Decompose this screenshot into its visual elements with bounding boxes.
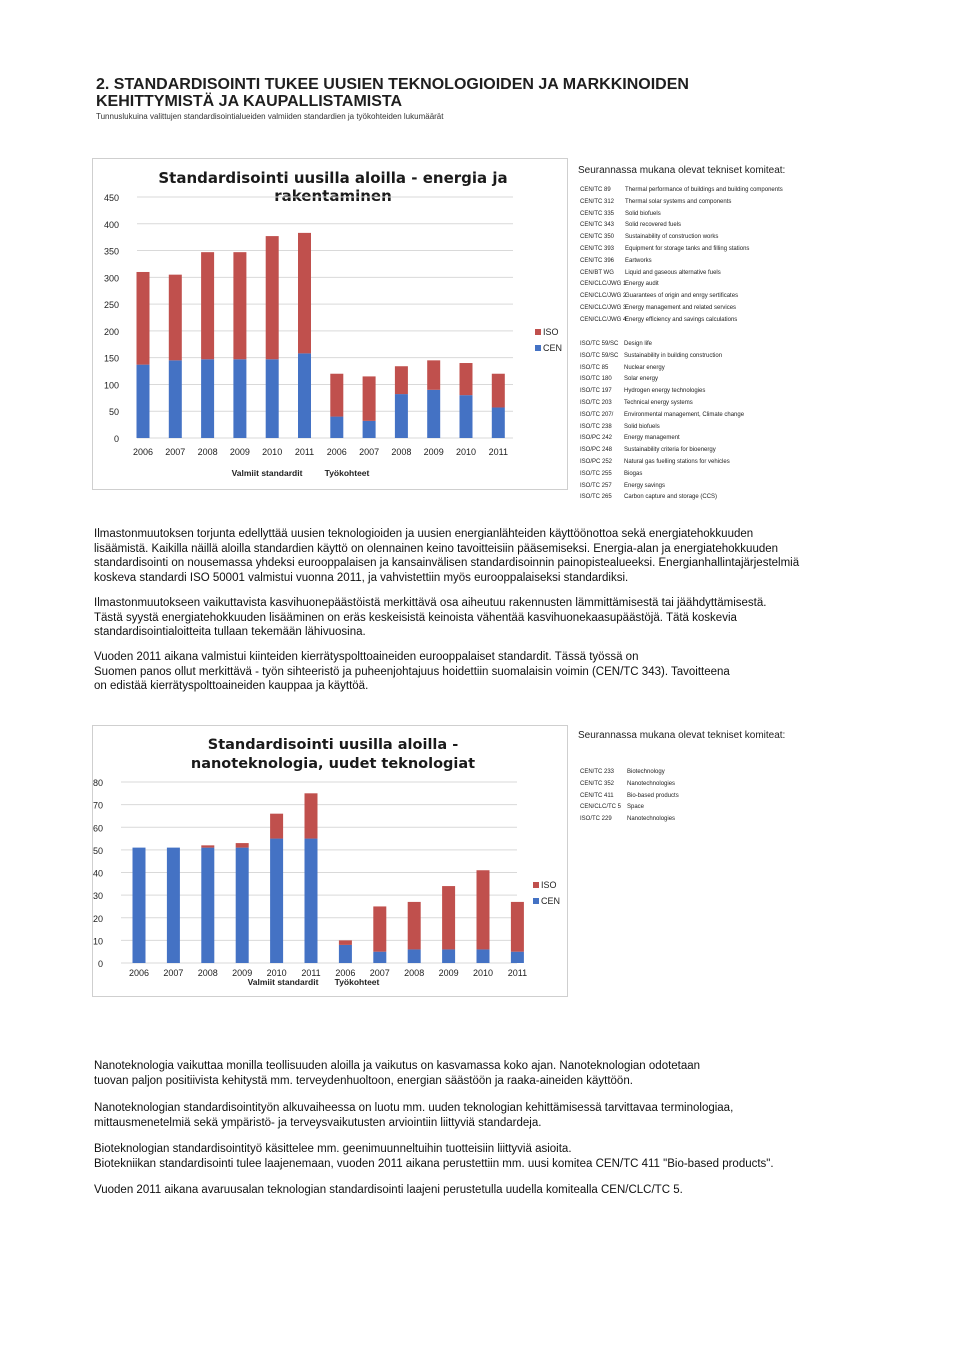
- committee-code: CEN/TC 352: [580, 780, 615, 787]
- cen-bar: [427, 390, 440, 438]
- committee-row: [580, 363, 744, 375]
- committee-title: Solid biofuels: [625, 210, 661, 217]
- committee-code: ISO/TC 238: [580, 423, 612, 430]
- legend-label: ISO: [543, 327, 559, 337]
- energy-chart: [93, 159, 567, 489]
- x-tick-label: 2007: [359, 447, 380, 457]
- committee-title: Solar energy: [624, 376, 659, 383]
- committee-code: ISO/PC 242: [580, 435, 613, 442]
- committee-title: Bio-based products: [627, 792, 679, 799]
- committee-row: [580, 802, 679, 814]
- committee-code: CEN/TC 233: [580, 769, 615, 775]
- committee-title: Thermal solar systems and components: [625, 198, 732, 205]
- text-line: Vuoden 2011 aikana valmistui kiinteiden kierrätyspolttoaineiden eurooppalaiset standardit. Tässä työssä on: [94, 651, 639, 663]
- committee-title: Nanotechnologies: [627, 780, 676, 787]
- committee-row: [580, 291, 783, 303]
- y-tick-label: 20: [93, 913, 103, 924]
- iso-bar: [363, 376, 376, 420]
- committee-title: Natural gas fuelling stations for vehicles: [624, 458, 730, 465]
- committee-code: ISO/TC 85: [580, 364, 609, 371]
- committee-row: [580, 279, 783, 291]
- committee-code: CEN/TC 350: [580, 234, 615, 241]
- cen-bar: [460, 395, 473, 438]
- committee-row: [580, 767, 679, 779]
- text-line: mittausmenetelmiä sekä ympäristö- ja terveysvaikutusten arviointiin liittyviä standardeja.: [94, 1116, 542, 1129]
- committee-row: [580, 351, 744, 363]
- committee-title: Design life: [624, 341, 653, 347]
- x-tick-label: 2010: [266, 968, 287, 978]
- y-tick-label: 70: [93, 800, 103, 811]
- y-tick-label: 100: [103, 380, 119, 391]
- text-line: Nanoteknologian standardisointityön alkuvaiheessa on luotu mm. uuden teknologian kehittämisessä tarvittavaa terminologiaa,: [94, 1102, 734, 1114]
- y-tick-label: 400: [103, 219, 119, 230]
- committee-code: ISO/TC 203: [580, 399, 612, 406]
- committee-code: CEN/CLC/JWG 3: [580, 304, 627, 311]
- x-tick-label: 2006: [335, 968, 356, 978]
- text-line: Bioteknologian standardisointityö käsittelee mm. geenimuunneltuihin tuotteisiin liittyviä asioita.: [94, 1143, 572, 1155]
- nano-chart-title: Standardisointi uusilla aloilla - nanoteknologia, uudet teknologiat: [190, 737, 476, 772]
- committee-title: Solid biofuels: [624, 423, 660, 430]
- iso-bar: [298, 233, 311, 354]
- energy-iso-committee-list: [580, 339, 744, 504]
- y-tick-label: 200: [103, 326, 119, 337]
- committee-row: [580, 433, 744, 445]
- committee-title: Nanotechnologies: [627, 816, 676, 823]
- committee-code: CEN/CLC/JWG 1: [580, 281, 627, 288]
- committee-row: [580, 303, 783, 315]
- committee-title: Nuclear energy: [624, 364, 665, 371]
- nano-committees-heading: Seurannassa mukana olevat tekniset komiteat:: [578, 730, 786, 741]
- committee-code: CEN/TC 89: [580, 187, 611, 193]
- committee-title: Space: [627, 804, 645, 811]
- x-tick-label: 2009: [438, 968, 459, 978]
- committee-title: Energy efficiency and savings calculations: [625, 316, 738, 323]
- cen-bar: [477, 949, 490, 963]
- committee-code: CEN/BT WG: [580, 269, 614, 276]
- iso-bar: [305, 793, 318, 838]
- paragraph-space: [94, 1183, 814, 1198]
- committee-code: ISO/PC 248: [580, 447, 613, 454]
- committee-code: ISO/TC 59/SC: [580, 341, 619, 347]
- committee-row: [580, 339, 744, 351]
- text-line: Suomen panos ollut merkittävä - työn sihteeristö ja puheenjohtajuus hoidettiin suomalaisin voimin (CEN/TC 343). Tavoitteena: [94, 665, 730, 678]
- iso-bar: [339, 940, 352, 945]
- y-tick-label: 350: [103, 246, 119, 257]
- committee-code: ISO/TC 255: [580, 470, 612, 477]
- iso-bar: [460, 363, 473, 395]
- nano-committee-list: [580, 767, 679, 826]
- cen-bar: [373, 952, 386, 963]
- committee-row: [580, 374, 744, 386]
- section-title-line1: 2. STANDARDISOINTI TUKEE UUSIEN TEKNOLOGIOIDEN JA MARKKINOIDEN: [96, 76, 689, 93]
- committee-code: ISO/TC 265: [580, 494, 612, 501]
- committee-row: [580, 410, 744, 422]
- text-line: on edistää kierrätyspolttoaineiden kauppaa ja käyttöä.: [94, 680, 369, 692]
- iso-bar: [442, 886, 455, 949]
- group-label: Valmiit standardit: [231, 468, 303, 478]
- committee-row: [580, 492, 744, 504]
- iso-bar: [511, 902, 524, 952]
- legend-swatch: [533, 882, 539, 888]
- x-tick-label: 2007: [163, 968, 184, 978]
- committee-row: [580, 197, 783, 209]
- committee-code: CEN/TC 343: [580, 222, 615, 229]
- committee-title: Hydrogen energy technologies: [624, 388, 706, 395]
- committee-title: Energy savings: [624, 482, 666, 489]
- paragraph-recovered-fuels: [94, 650, 814, 694]
- committee-code: CEN/TC 411: [580, 792, 614, 799]
- y-tick-label: 0: [113, 434, 119, 444]
- committee-code: CEN/TC 393: [580, 245, 615, 252]
- y-tick-label: 0: [97, 959, 103, 969]
- committee-row: [580, 209, 783, 221]
- x-tick-label: 2011: [301, 968, 321, 978]
- iso-bar: [137, 272, 150, 365]
- x-tick-label: 2009: [232, 968, 253, 978]
- committee-row: [580, 315, 783, 327]
- cen-bar: [201, 848, 214, 963]
- text-line: Ilmastonmuutoksen torjunta edellyttää uusien teknologioiden ja uusien energianlähteiden käyttöönottoa sekä energiatehokkuuden: [94, 528, 754, 540]
- cen-bar: [408, 949, 421, 963]
- text-line: Biotekniikan standardisointi tulee laajenemaan, vuoden 2011 aikana perustettiin mm. uusi komitea CEN/TC 411 "Bio-based products".: [94, 1157, 774, 1170]
- committee-code: ISO/PC 252: [580, 458, 613, 465]
- energy-committees-heading: Seurannassa mukana olevat tekniset komiteat:: [578, 165, 786, 176]
- text-line: standardisointialoitteita tullaan tekemään lähivuosina.: [94, 626, 366, 638]
- committee-row: [580, 398, 744, 410]
- y-tick-label: 40: [93, 868, 103, 879]
- y-tick-label: 150: [103, 353, 119, 364]
- paragraph-biotech: [94, 1142, 814, 1171]
- text-line: Vuoden 2011 aikana avaruusalan teknologian standardisointi laajeni perustetulla uudella komitealla CEN/CLC/TC 5.: [94, 1184, 683, 1196]
- committee-code: CEN/CLC/JWG 4: [580, 316, 627, 323]
- iso-bar: [169, 275, 182, 361]
- committee-row: [580, 814, 679, 826]
- iso-bar: [201, 845, 214, 847]
- committee-code: ISO/TC 180: [580, 376, 612, 383]
- x-tick-label: 2008: [197, 447, 218, 457]
- committee-code: ISO/TC 207/: [580, 411, 614, 418]
- paragraph-nano-standards: [94, 1101, 814, 1130]
- group-label: Työkohteet: [324, 468, 370, 478]
- cen-bar: [169, 360, 182, 438]
- x-tick-label: 2010: [262, 447, 283, 457]
- cen-bar: [442, 949, 455, 963]
- cen-bar: [167, 848, 180, 963]
- x-tick-label: 2010: [472, 968, 494, 978]
- cen-bar: [137, 365, 150, 438]
- legend-swatch: [533, 898, 539, 904]
- x-tick-label: 2008: [404, 968, 425, 978]
- y-tick-label: 60: [93, 823, 103, 834]
- cen-bar: [233, 359, 246, 438]
- committee-row: [580, 791, 679, 803]
- committee-title: Technical energy systems: [624, 399, 693, 406]
- x-tick-label: 2006: [128, 968, 150, 978]
- cen-bar: [330, 417, 343, 438]
- text-line: koskeva standardi ISO 50001 valmistui vuonna 2011, ja vahvistettiin myös eurooppalaiseksi standardiksi.: [94, 571, 629, 584]
- y-tick-label: 10: [93, 936, 103, 947]
- y-tick-label: 50: [93, 845, 103, 856]
- group-label: Työkohteet: [334, 977, 380, 987]
- text-line: Nanoteknologia vaikuttaa monilla teollisuuden aloilla ja vaikutus on kasvamassa koko ajan. Nanoteknologian odotetaan: [94, 1060, 701, 1072]
- iso-bar: [395, 366, 408, 394]
- iso-bar: [233, 252, 246, 359]
- section-title-line2: KEHITTYMISTÄ JA KAUPALLISTAMISTA: [96, 93, 403, 110]
- y-tick-label: 250: [103, 300, 119, 311]
- iso-bar: [492, 374, 505, 408]
- cen-bar: [270, 839, 283, 963]
- committee-code: CEN/CLC/TC 5: [580, 804, 622, 811]
- committee-title: Thermal performance of buildings and building components: [625, 187, 783, 193]
- text-line: standardisointi on nousemassa yhdeksi eurooppalaisen ja kansainvälisen standardisoinnin painopistealueeksi. Energianhallintajärjestelmiä: [94, 557, 800, 569]
- committee-title: Liquid and gaseous alternative fuels: [625, 269, 721, 276]
- iso-bar: [266, 236, 279, 359]
- nano-chart: [93, 726, 567, 996]
- legend-label: CEN: [541, 896, 561, 906]
- committee-row: [580, 386, 744, 398]
- cen-bar: [395, 394, 408, 438]
- committee-code: CEN/TC 312: [580, 198, 615, 205]
- x-tick-label: 2009: [229, 447, 250, 457]
- iso-bar: [408, 902, 421, 950]
- committee-code: ISO/TC 59/SC: [580, 352, 619, 359]
- energy-chart-title: Standardisointi uusilla aloilla - energia ja rakentaminen: [158, 169, 508, 205]
- nano-chart-box: [92, 725, 568, 997]
- section-subtitle: Tunnuslukuina valittujen standardisointialueiden valmiiden standardien ja työkohteiden lukumäärät: [96, 112, 444, 121]
- committee-title: Environmental management, Climate change: [624, 411, 745, 418]
- y-tick-label: 30: [93, 891, 103, 902]
- section-title: [96, 76, 689, 110]
- committee-code: CEN/TC 396: [580, 257, 615, 264]
- committee-row: [580, 220, 783, 232]
- committee-title: Equipment for storage tanks and filling stations: [625, 245, 750, 252]
- committee-title: Solid recovered fuels: [625, 222, 682, 229]
- committee-title: Energy management and related services: [625, 304, 737, 311]
- committee-row: [580, 256, 783, 268]
- committee-row: [580, 481, 744, 493]
- paragraph-nanotech: [94, 1059, 814, 1088]
- text-line: Ilmastonmuutokseen vaikuttavista kasvihuonepäästöistä merkittävä osa aiheutuu rakennusten lämmittämisestä tai jäähdyttämisestä.: [94, 597, 767, 609]
- x-tick-label: 2011: [507, 968, 528, 978]
- iso-bar: [373, 906, 386, 951]
- y-tick-label: 300: [103, 273, 119, 284]
- committee-code: ISO/TC 229: [580, 816, 612, 823]
- committee-title: Energy audit: [625, 281, 659, 288]
- energy-chart-box: [92, 158, 568, 490]
- text-line: tuovan paljon positiivista kehitystä mm. terveydenhuoltoon, energian säästöön ja raaka-aineiden käyttöön.: [94, 1074, 633, 1087]
- iso-bar: [330, 374, 343, 417]
- committee-row: [580, 445, 744, 457]
- committee-title: Guarantees of origin and enrgy sertificates: [625, 293, 739, 300]
- paragraph-climate: [94, 527, 814, 585]
- legend-swatch: [535, 329, 541, 335]
- cen-bar: [298, 353, 311, 438]
- iso-bar: [427, 360, 440, 389]
- committee-code: ISO/TC 257: [580, 482, 612, 489]
- committee-row: [580, 457, 744, 469]
- committee-title: Biogas: [624, 470, 643, 477]
- cen-bar: [266, 359, 279, 438]
- text-line: Tästä syystä energiatehokkuuden lisääminen on eräs keskeisistä keinoista vähentää kasvihuonekaasupäästöjä. Tätä koskevia: [94, 611, 737, 624]
- y-tick-label: 450: [103, 193, 119, 203]
- committee-title: Sustainability of construction works: [625, 234, 719, 241]
- committee-title: Energy management: [624, 435, 680, 442]
- committee-row: [580, 469, 744, 481]
- committee-row: [580, 232, 783, 244]
- iso-bar: [270, 814, 283, 839]
- cen-bar: [201, 359, 214, 438]
- iso-bar: [477, 870, 490, 949]
- committee-row: [580, 779, 679, 791]
- y-tick-label: 50: [108, 407, 119, 418]
- y-tick-label: 80: [93, 778, 103, 788]
- legend-swatch: [535, 345, 541, 351]
- energy-cen-committee-list: [580, 185, 783, 327]
- legend-label: CEN: [543, 343, 563, 353]
- committee-title: Sustainability in building construction: [624, 352, 723, 359]
- cen-bar: [305, 839, 318, 963]
- committee-row: [580, 268, 783, 280]
- x-tick-label: 2006: [132, 447, 154, 457]
- committee-row: [580, 185, 783, 197]
- committee-title: Biotechnology: [627, 769, 665, 775]
- x-tick-label: 2007: [369, 968, 390, 978]
- cen-bar: [339, 945, 352, 963]
- cen-bar: [133, 848, 146, 963]
- x-tick-label: 2008: [391, 447, 412, 457]
- x-tick-label: 2006: [326, 447, 347, 457]
- x-tick-label: 2007: [165, 447, 186, 457]
- committee-row: [580, 244, 783, 256]
- x-tick-label: 2011: [488, 447, 508, 457]
- cen-bar: [363, 421, 376, 438]
- committee-code: ISO/TC 197: [580, 388, 612, 395]
- paragraph-buildings: [94, 596, 814, 640]
- cen-bar: [511, 952, 524, 963]
- cen-bar: [492, 407, 505, 438]
- x-tick-label: 2008: [197, 968, 218, 978]
- committee-code: CEN/CLC/JWG 2: [580, 293, 627, 300]
- x-tick-label: 2010: [455, 447, 477, 457]
- committee-title: Eartworks: [625, 257, 652, 264]
- text-line: lisäämistä. Kaikilla näillä aloilla standardien käyttö on olennainen keino tavoitteisiin pääsemiseksi. Energia-alan ja energiatehokkuuden: [94, 542, 779, 555]
- committee-code: CEN/TC 335: [580, 210, 615, 217]
- committee-title: Carbon capture and storage (CCS): [624, 494, 718, 501]
- iso-bar: [236, 843, 249, 848]
- committee-row: [580, 422, 744, 434]
- x-tick-label: 2009: [423, 447, 444, 457]
- x-tick-label: 2011: [294, 447, 315, 457]
- group-label: Valmiit standardit: [247, 977, 319, 987]
- committee-title: Sustainability criteria for bioenergy: [624, 447, 716, 454]
- cen-bar: [236, 848, 249, 963]
- legend-label: ISO: [541, 880, 557, 890]
- iso-bar: [201, 252, 214, 359]
